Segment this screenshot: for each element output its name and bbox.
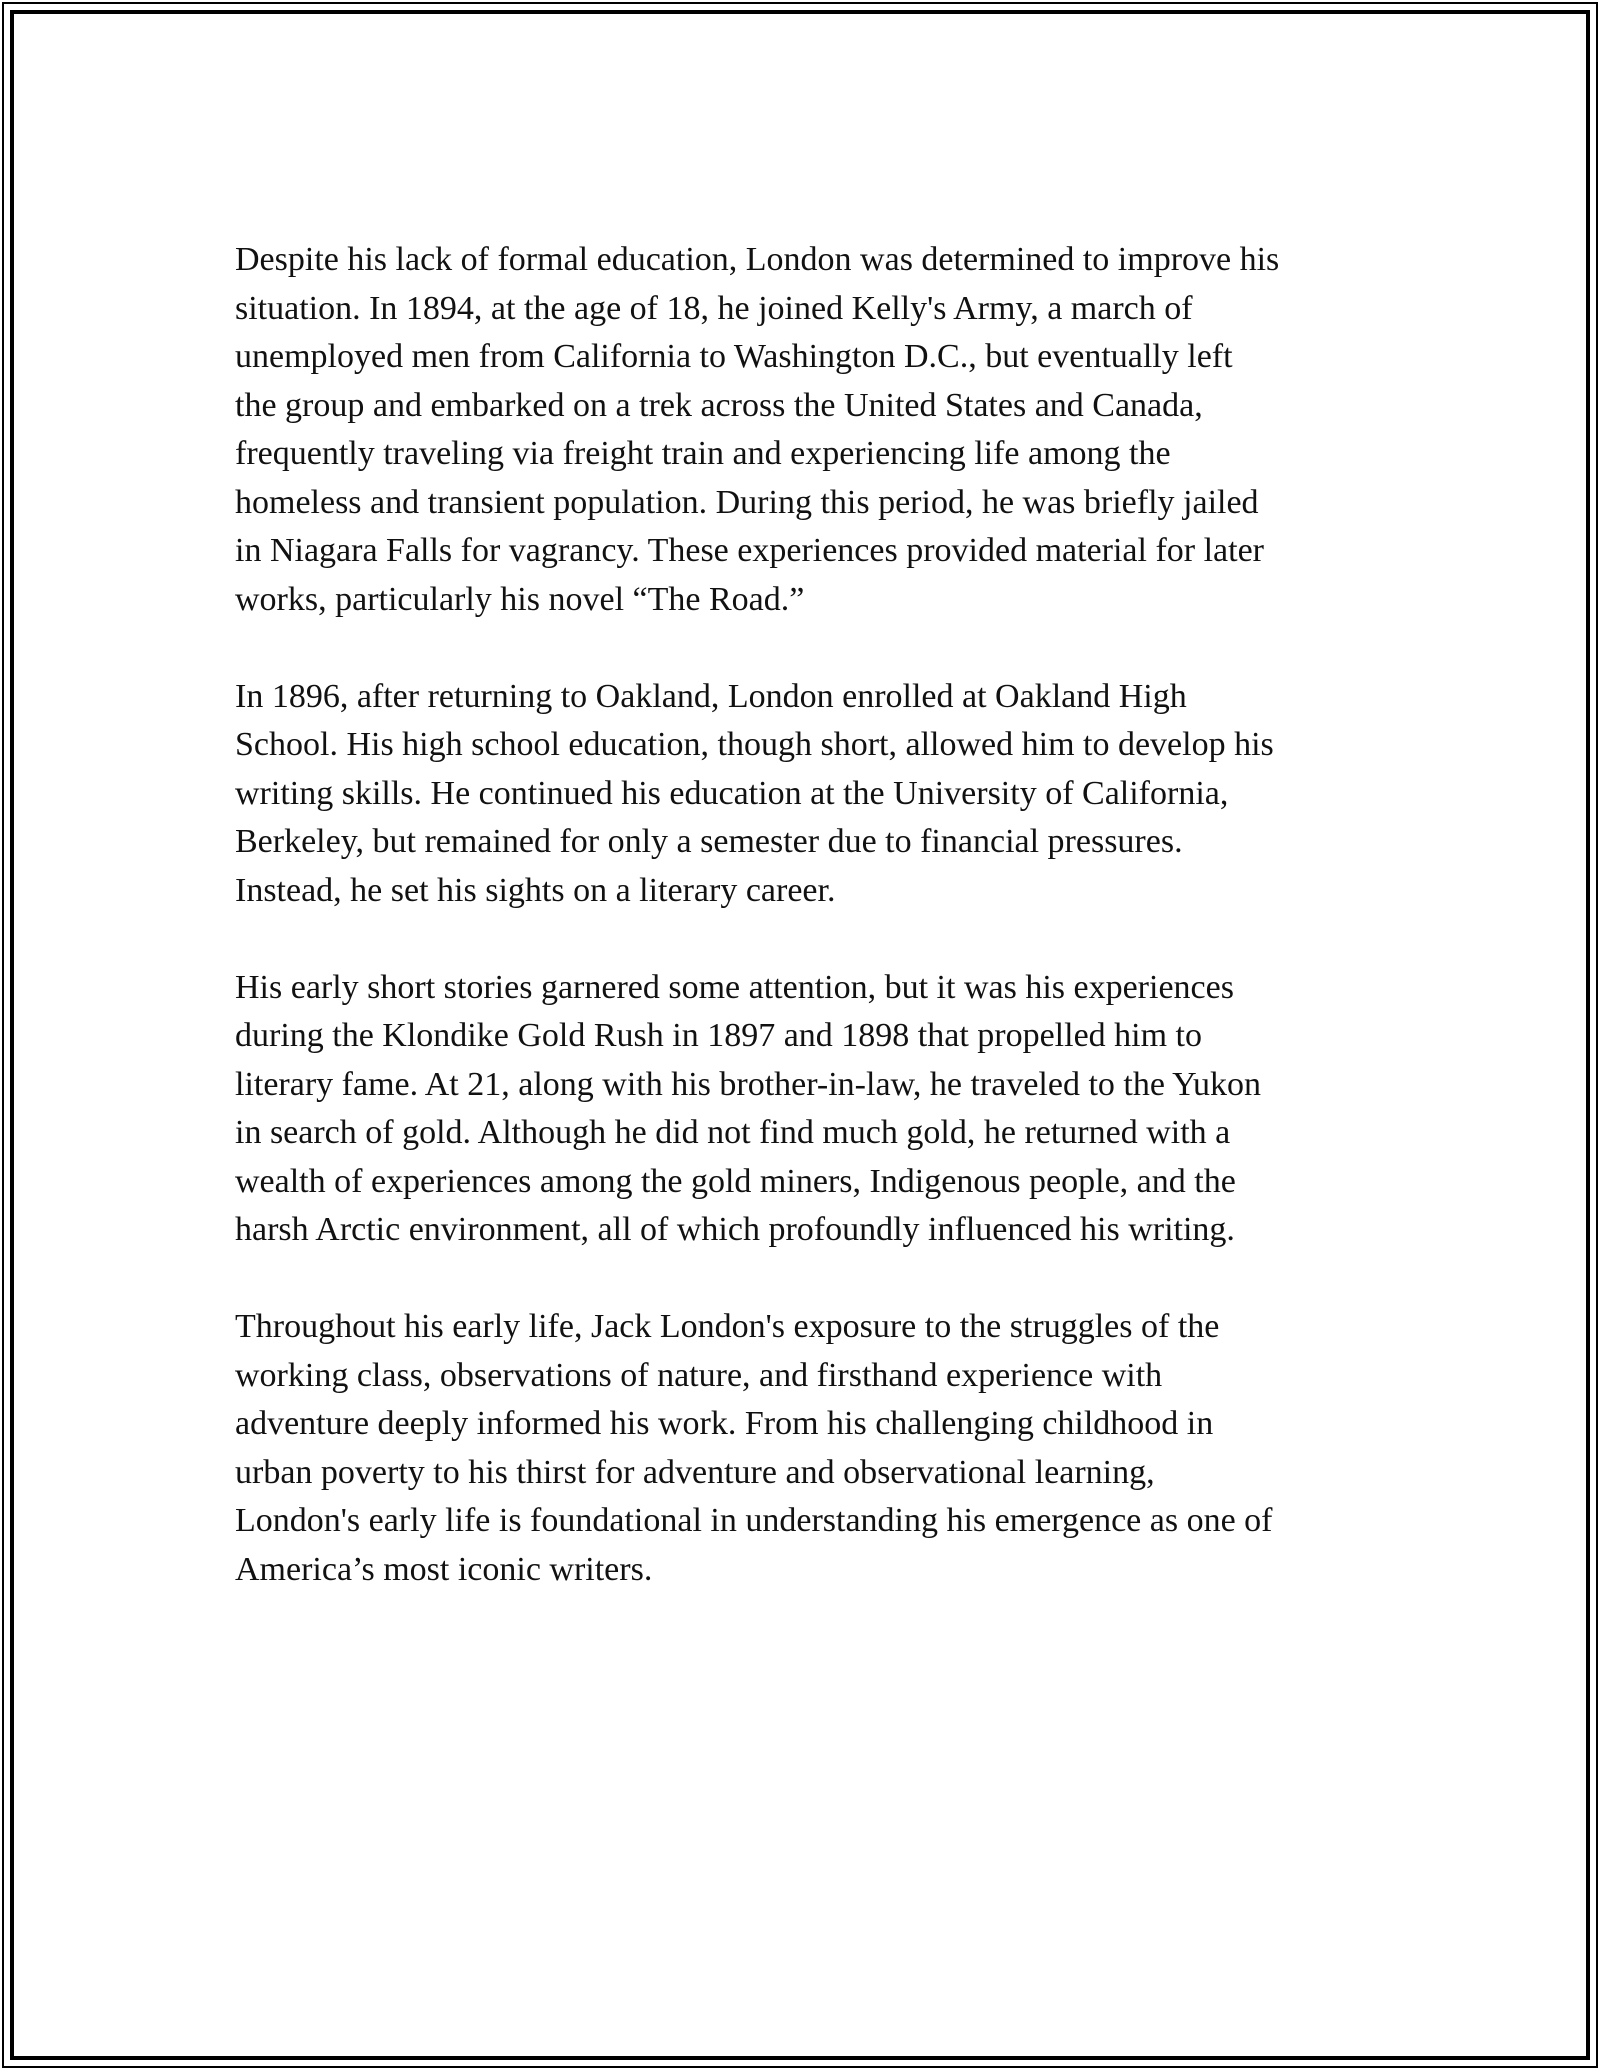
document-body [235,236,1365,1643]
paragraph-3 [235,964,1365,1255]
text-line: harsh Arctic environment, all of which profoundly influenced his writing. [235,1211,1235,1248]
text-line: In 1896, after returning to Oakland, London enrolled at Oakland High [235,677,1187,715]
text-line: His early short stories garnered some attention, but it was his experiences [235,968,1234,1006]
text-line: Berkeley, but remained for only a semester due to financial pressures. [235,823,1183,860]
text-line: literary fame. At 21, along with his brother-in-law, he traveled to the Yukon [235,1065,1261,1103]
text-line: America’s most iconic writers. [235,1550,653,1588]
text-line: frequently traveling via freight train and experiencing life among the [235,435,1171,472]
text-line: unemployed men from California to Washington D.C., but eventually left [235,338,1233,375]
text-line: wealth of experiences among the gold miners, Indigenous people, and the [235,1162,1236,1200]
paragraph-4 [235,1303,1365,1594]
text-line: London's early life is foundational in understanding his emergence as one of [235,1502,1273,1539]
text-line: in Niagara Falls for vagrancy. These experiences provided material for later [235,532,1264,569]
text-line: adventure deeply informed his work. From his challenging childhood in [235,1405,1214,1442]
text-line: Throughout his early life, Jack London's exposure to the struggles of the [235,1308,1220,1345]
text-line: situation. In 1894, at the age of 18, he joined Kelly's Army, a march of [235,289,1193,327]
text-line: working class, observations of nature, and firsthand experience with [235,1356,1163,1394]
text-line: homeless and transient population. During this period, he was briefly jailed [235,483,1259,521]
text-line: in search of gold. Although he did not find much gold, he returned with a [235,1114,1231,1151]
text-line: writing skills. He continued his education at the University of California, [235,774,1229,812]
text-line: urban poverty to his thirst for adventure and observational learning, [235,1453,1155,1491]
text-line: Despite his lack of formal education, London was determined to improve his [235,241,1280,278]
text-line: works, particularly his novel “The Road.” [235,580,805,618]
paragraph-1 [235,236,1365,624]
text-line: School. His high school education, though short, allowed him to develop his [235,726,1274,763]
text-line: the group and embarked on a trek across the United States and Canada, [235,386,1203,424]
text-line: during the Klondike Gold Rush in 1897 and 1898 that propelled him to [235,1017,1203,1054]
paragraph-2 [235,673,1365,916]
text-line: Instead, he set his sights on a literary career. [235,871,836,909]
